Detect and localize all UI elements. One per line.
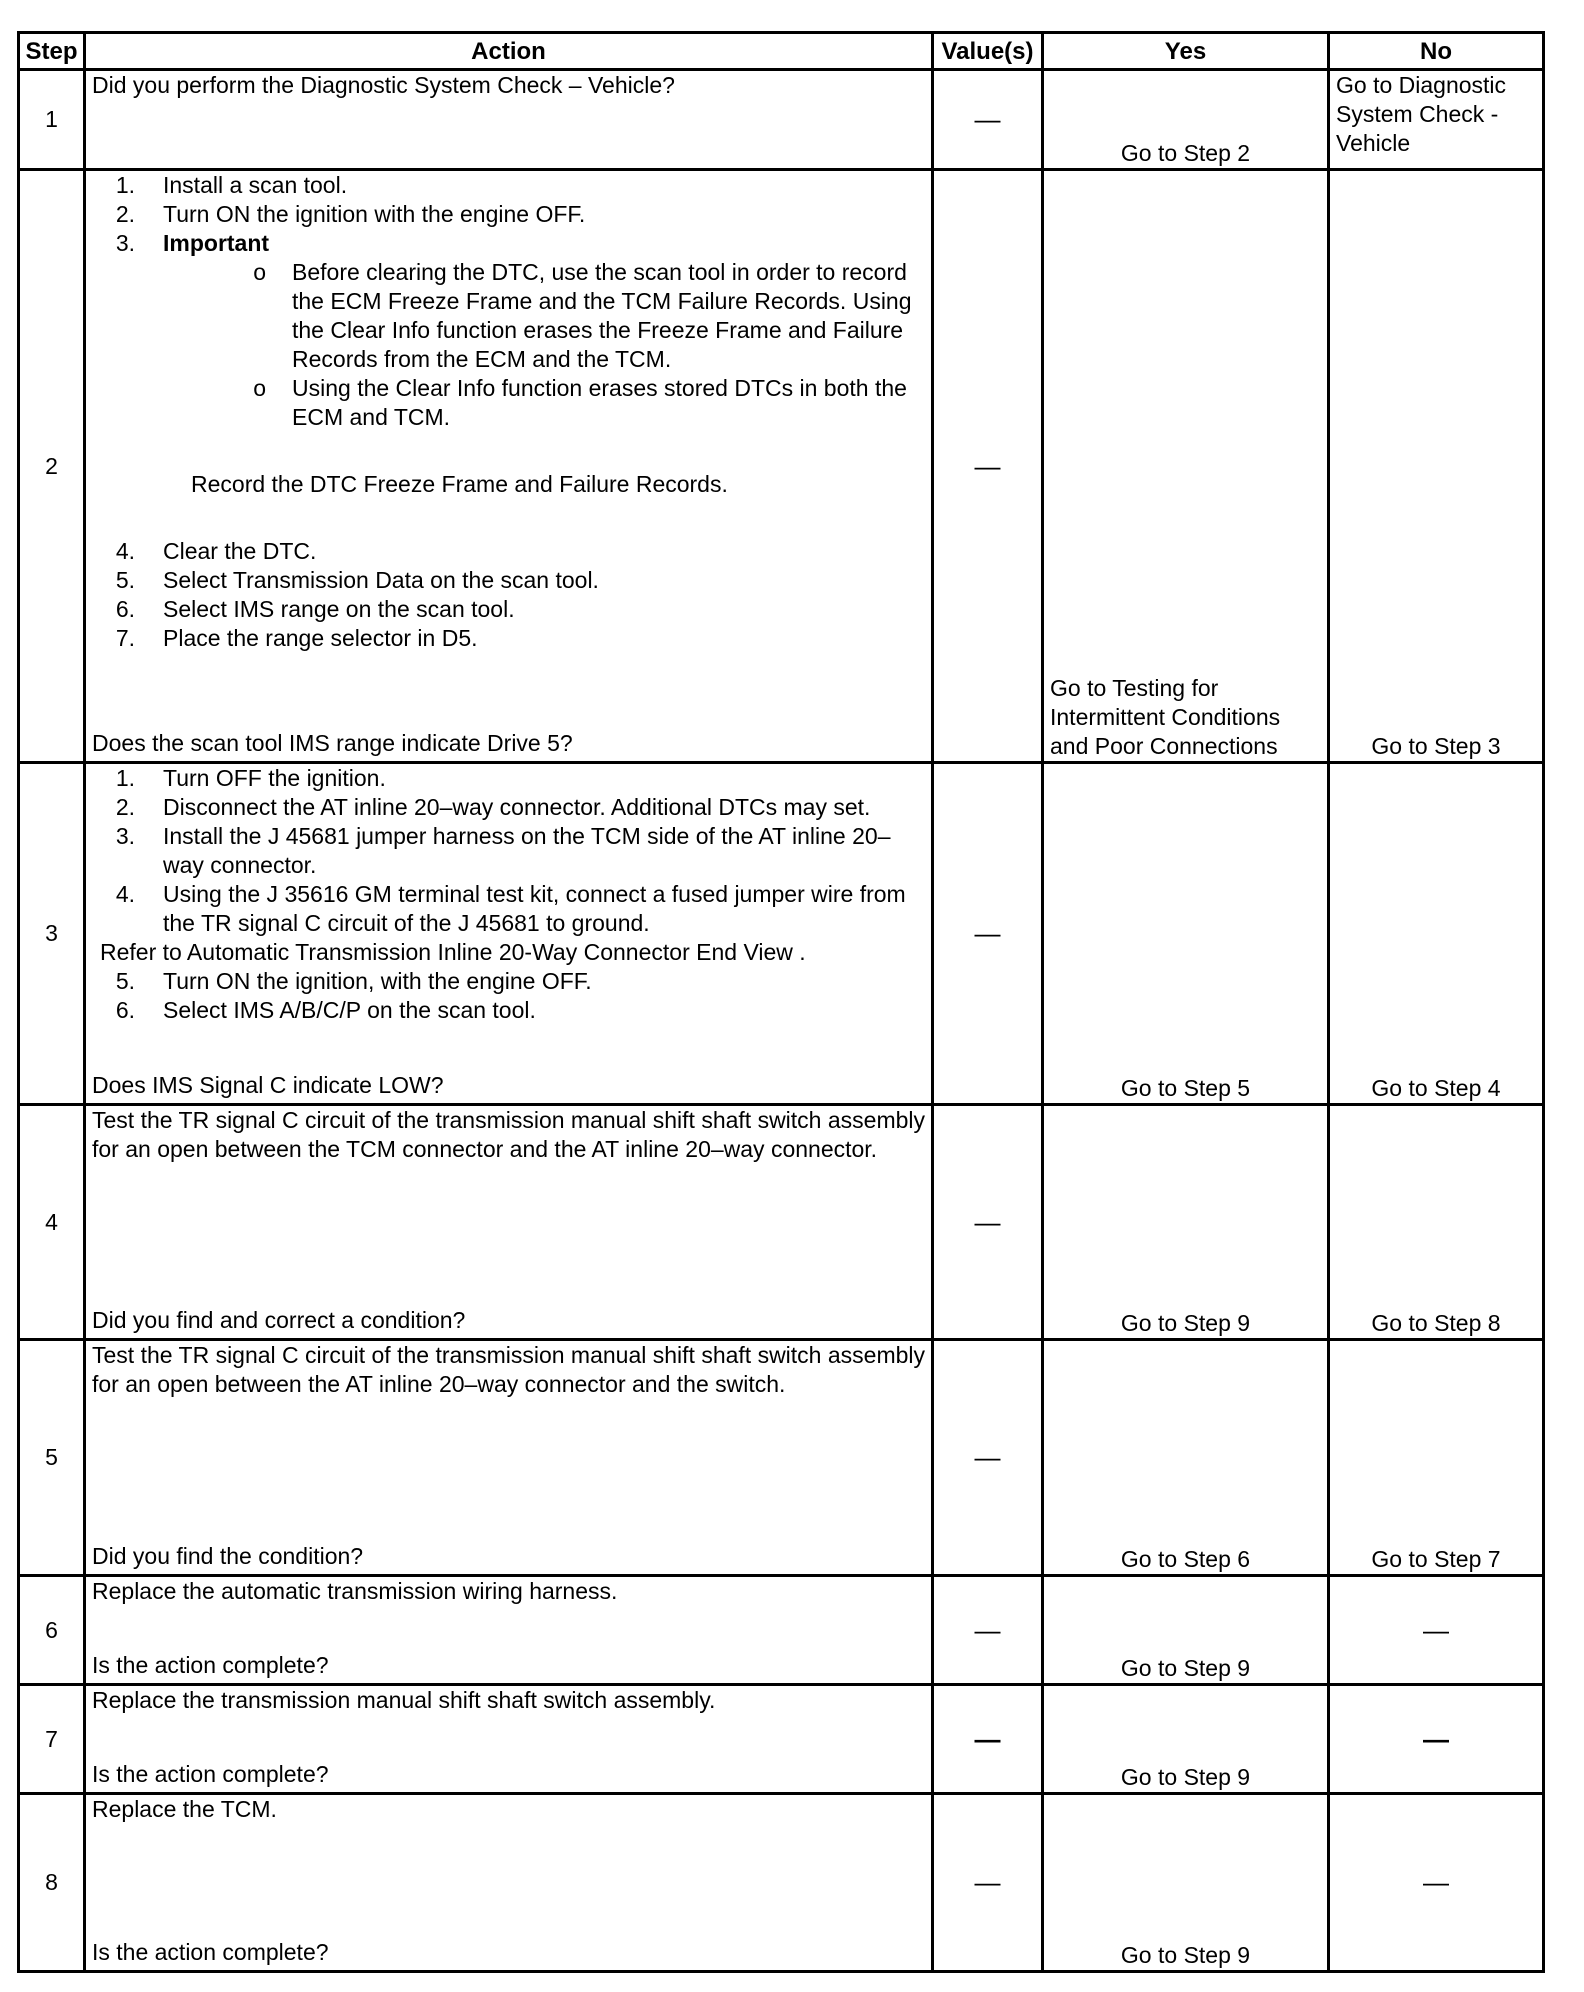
action-cell <box>85 170 933 763</box>
list-item: 7. Place the range selector in D5. <box>115 625 478 651</box>
value-cell: — <box>933 170 1043 763</box>
action-cell <box>85 1794 933 1972</box>
no-cell: — <box>1329 1685 1544 1794</box>
yes-cell: Go to Step 9 <box>1043 1794 1329 1972</box>
procedure-list <box>92 171 925 258</box>
record-instruction: Record the DTC Freeze Frame and Failure Records. <box>191 471 728 497</box>
value-cell: — <box>933 1685 1043 1794</box>
value-cell: — <box>933 1794 1043 1972</box>
step-number: 5 <box>19 1340 85 1576</box>
action-cell <box>85 1576 933 1685</box>
action-cell <box>85 1685 933 1794</box>
important-label: Important <box>163 230 270 256</box>
no-cell: — <box>1329 1576 1544 1685</box>
no-cell: Go to Step 8 <box>1329 1105 1544 1340</box>
yes-cell: Go to Step 2 <box>1043 70 1329 170</box>
step-number: 8 <box>19 1794 85 1972</box>
action-question: Did you find the condition? <box>92 1543 364 1569</box>
yes-cell: Go to Step 6 <box>1043 1340 1329 1576</box>
header-row <box>19 33 1544 70</box>
list-item: 1. Install a scan tool. <box>115 172 348 198</box>
no-cell: Go to Step 3 <box>1329 170 1544 763</box>
list-item: 2. Disconnect the AT inline 20–way connector. Additional DTCs may set. <box>115 794 871 820</box>
step-number: 1 <box>19 70 85 170</box>
list-item: 2. Turn ON the ignition with the engine OFF. <box>115 201 586 227</box>
table-row-1 <box>19 70 1544 170</box>
step-number: 7 <box>19 1685 85 1794</box>
no-cell: Go to Step 7 <box>1329 1340 1544 1576</box>
action-text: Replace the automatic transmission wiring harness. <box>92 1578 618 1604</box>
list-item: 6. Select IMS A/B/C/P on the scan tool. <box>115 997 536 1023</box>
step-number: 2 <box>19 170 85 763</box>
table-row-2 <box>19 170 1544 763</box>
procedure-list <box>92 967 925 1025</box>
action-cell <box>85 70 933 170</box>
yes-cell: Go to Step 9 <box>1043 1105 1329 1340</box>
table-row-8 <box>19 1794 1544 1972</box>
table-row-5 <box>19 1340 1544 1576</box>
list-item: 5. Turn ON the ignition, with the engine OFF. <box>115 968 592 994</box>
action-question: Does IMS Signal C indicate LOW? <box>92 1072 444 1098</box>
table-row-6 <box>19 1576 1544 1685</box>
yes-cell: Go to Step 9 <box>1043 1576 1329 1685</box>
list-item: o Before clearing the DTC, use the scan tool in order to record the ECM Freeze Frame and the TCM Failure Records. Using the Clear Info function erases the Freeze Frame and Failure Records from the ECM and the TCM. <box>253 259 912 372</box>
yes-cell: Go to Step 9 <box>1043 1685 1329 1794</box>
procedure-list <box>92 537 925 653</box>
header-action: Action <box>85 33 933 70</box>
refer-note: Refer to Automatic Transmission Inline 20-Way Connector End View . <box>100 939 806 965</box>
table-row-7 <box>19 1685 1544 1794</box>
no-cell: Go to Diagnostic System Check - Vehicle <box>1329 70 1544 170</box>
action-text: Replace the TCM. <box>92 1796 277 1822</box>
list-item: 6. Select IMS range on the scan tool. <box>115 596 515 622</box>
action-cell <box>85 763 933 1105</box>
important-notes <box>92 258 925 432</box>
value-cell: — <box>933 1105 1043 1340</box>
procedure-list <box>92 764 925 938</box>
header-values: Value(s) <box>933 33 1043 70</box>
action-question: Is the action complete? <box>92 1939 329 1965</box>
list-item: o Using the Clear Info function erases stored DTCs in both the ECM and TCM. <box>253 375 907 430</box>
header-no: No <box>1329 33 1544 70</box>
action-question: Does the scan tool IMS range indicate Drive 5? <box>92 730 573 756</box>
yes-cell: Go to Testing for Intermittent Conditions and Poor Connections <box>1043 170 1329 763</box>
step-number: 3 <box>19 763 85 1105</box>
no-cell: — <box>1329 1794 1544 1972</box>
action-question: Is the action complete? <box>92 1652 329 1678</box>
action-text: Test the TR signal C circuit of the transmission manual shift shaft switch assembly for an open between the AT inline 20–way connector and the switch. <box>92 1342 926 1397</box>
table-row-4 <box>19 1105 1544 1340</box>
list-item: 4. Clear the DTC. <box>115 538 317 564</box>
action-text: Replace the transmission manual shift shaft switch assembly. <box>92 1687 716 1713</box>
diagnostic-table <box>17 31 1545 1973</box>
header-step: Step <box>19 33 85 70</box>
table-row-3 <box>19 763 1544 1105</box>
action-question: Is the action complete? <box>92 1761 329 1787</box>
header-yes: Yes <box>1043 33 1329 70</box>
value-cell: — <box>933 70 1043 170</box>
list-item: 1. Turn OFF the ignition. <box>115 765 386 791</box>
value-cell: — <box>933 1340 1043 1576</box>
yes-cell: Go to Step 5 <box>1043 763 1329 1105</box>
list-item: 4. Using the J 35616 GM terminal test kit, connect a fused jumper wire from the TR signal C circuit of the J 45681 to ground. <box>115 881 906 936</box>
action-question: Did you find and correct a condition? <box>92 1307 466 1333</box>
no-cell: Go to Step 4 <box>1329 763 1544 1105</box>
list-item: 3. Important <box>115 230 270 256</box>
list-item: 5. Select Transmission Data on the scan tool. <box>115 567 599 593</box>
action-text: Test the TR signal C circuit of the transmission manual shift shaft switch assembly for an open between the TCM connector and the AT inline 20–way connector. <box>92 1107 926 1162</box>
action-question: Did you perform the Diagnostic System Check – Vehicle? <box>92 72 675 98</box>
list-item: 3. Install the J 45681 jumper harness on the TCM side of the AT inline 20–way connector. <box>115 823 891 878</box>
action-cell <box>85 1105 933 1340</box>
action-cell <box>85 1340 933 1576</box>
step-number: 4 <box>19 1105 85 1340</box>
step-number: 6 <box>19 1576 85 1685</box>
value-cell: — <box>933 1576 1043 1685</box>
value-cell: — <box>933 763 1043 1105</box>
